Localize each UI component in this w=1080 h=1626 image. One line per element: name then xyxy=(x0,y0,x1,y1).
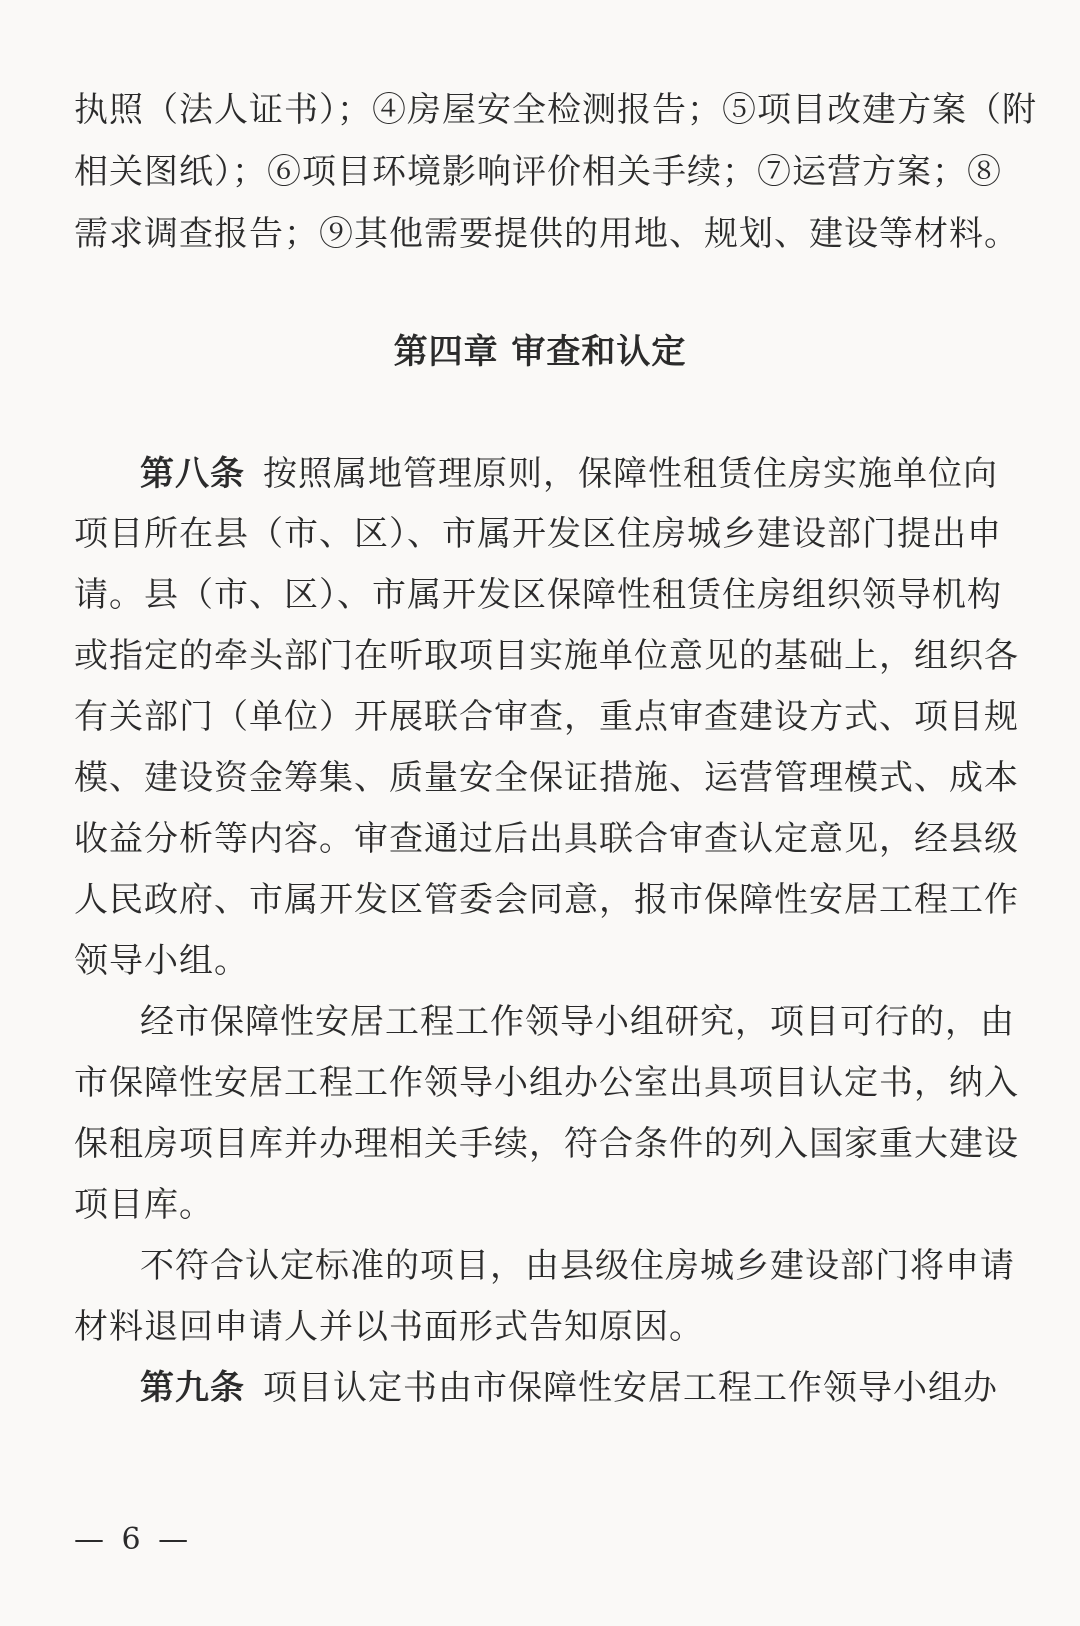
article-8-line: 项目所在县（市、区）、市属开发区住房城乡建设部门提出申 xyxy=(74,514,1002,554)
paragraph-2-line: 保租房项目库并办理相关手续，符合条件的列入国家重大建设 xyxy=(74,1124,1019,1164)
article-8-first-line xyxy=(140,454,998,494)
intro-line-1: 执照（法人证书）；④房屋安全检测报告；⑤项目改建方案（附 xyxy=(74,90,1037,130)
chapter-title: 第四章 审查和认定 xyxy=(393,332,687,372)
article-8-line: 领导小组。 xyxy=(74,941,249,981)
article-8-line: 或指定的牵头部门在听取项目实施单位意见的基础上，组织各 xyxy=(74,636,1019,676)
article-8-line: 模、建设资金筹集、质量安全保证措施、运营管理模式、成本 xyxy=(74,758,1019,798)
article-9-first-line xyxy=(140,1368,998,1408)
paragraph-3-first-line: 不符合认定标准的项目，由县级住房城乡建设部门将申请 xyxy=(140,1246,1015,1286)
intro-line-3: 需求调查报告；⑨其他需要提供的用地、规划、建设等材料。 xyxy=(74,214,1019,254)
article-8-line: 收益分析等内容。审查通过后出具联合审查认定意见，经县级 xyxy=(74,819,1019,859)
article-9-heading: 第九条 xyxy=(140,1368,245,1408)
paragraph-3-line: 材料退回申请人并以书面形式告知原因。 xyxy=(74,1307,704,1347)
paragraph-2-first-line: 经市保障性安居工程工作领导小组研究，项目可行的，由 xyxy=(140,1002,1015,1042)
article-8-line: 有关部门（单位）开展联合审查，重点审查建设方式、项目规 xyxy=(74,697,1019,737)
article-8-line: 请。县（市、区）、市属开发区保障性租赁住房组织领导机构 xyxy=(74,575,1002,615)
article-8-heading: 第八条 xyxy=(140,454,245,494)
article-8-line: 人民政府、市属开发区管委会同意，报市保障性安居工程工作 xyxy=(74,880,1019,920)
paragraph-2-line: 市保障性安居工程工作领导小组办公室出具项目认定书，纳入 xyxy=(74,1063,1019,1103)
article-8-first-text: 按照属地管理原则，保障性租赁住房实施单位向 xyxy=(263,454,998,494)
intro-line-2: 相关图纸）；⑥项目环境影响评价相关手续；⑦运营方案；⑧ xyxy=(74,152,1002,192)
article-9-first-text: 项目认定书由市保障性安居工程工作领导小组办 xyxy=(263,1368,998,1408)
paragraph-2-line: 项目库。 xyxy=(74,1185,214,1225)
page-number: — 6 — xyxy=(74,1522,193,1557)
